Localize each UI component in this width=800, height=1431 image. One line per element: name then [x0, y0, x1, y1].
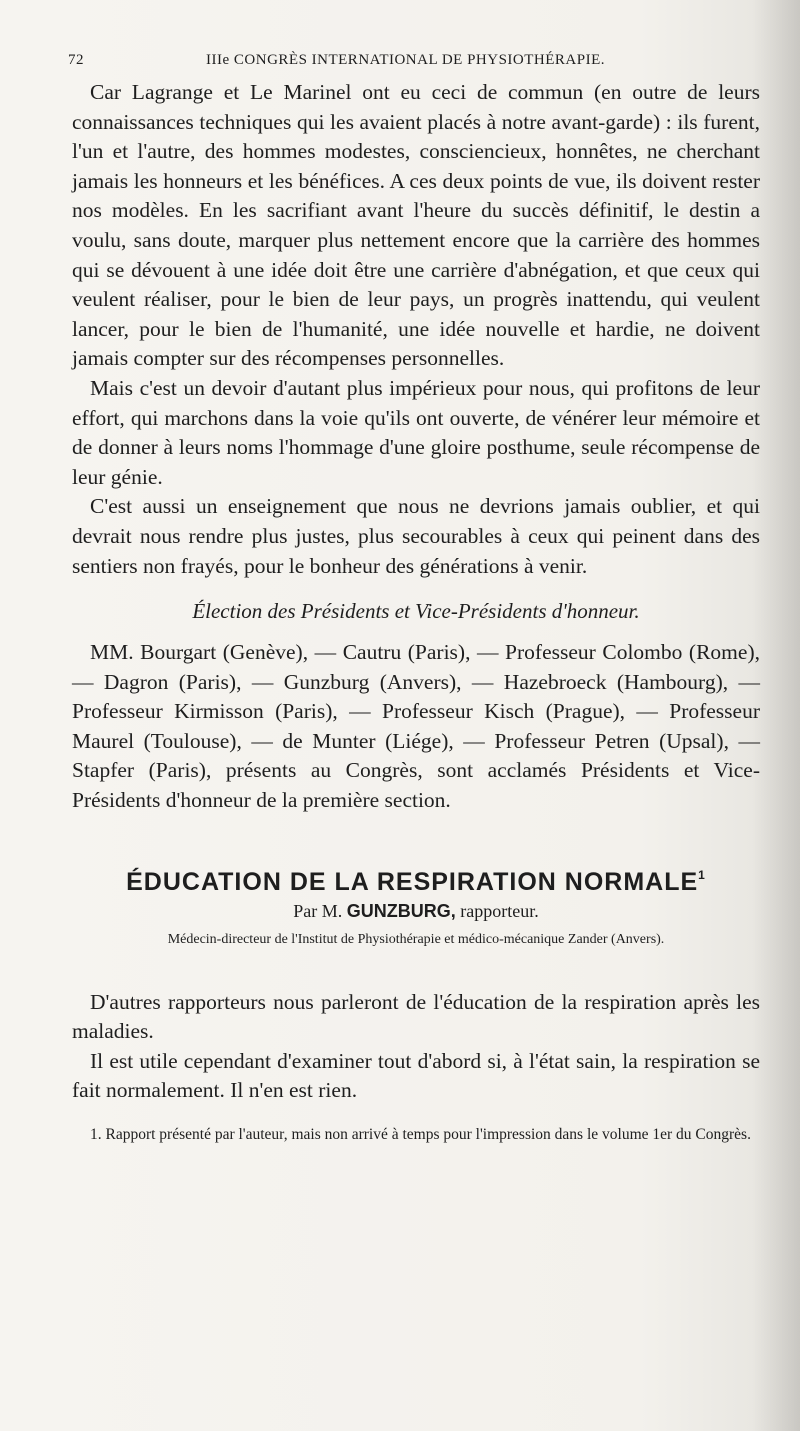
running-head: [68, 48, 760, 78]
article-paragraph-2: Il est utile cependant d'examiner tout d'abord si, à l'état sain, la respiration se fait normalement. Il n'en est rien.: [72, 1048, 760, 1103]
title-footnote-mark: 1: [698, 867, 706, 882]
byline-suffix: rapporteur.: [460, 900, 539, 921]
article-title: [72, 868, 760, 897]
author-affiliation: Médecin-directeur de l'Institut de Physiothérapie et médico-mécanique Zander (Anvers).: [167, 931, 665, 947]
election-text: MM. Bourgart (Genève), — Cautru (Paris), — Professeur Colombo (Rome), — Dagron (Paris), — Gunzburg (Anvers), — Hazebroeck (Hambourg), — Professeur Kirmisson (Paris), — Professeur Kisch (Prague), — Professeur Maurel (Toulouse), — de Munter (Liége), — Professeur Petren (Upsal), — Stapfer (Paris), présents au Congrès, sont acclamés Présidents et Vice-Présidents d'honneur de la première section.: [72, 640, 760, 813]
page-number: 72: [68, 52, 84, 68]
paragraph-lagrange: Car Lagrange et Le Marinel ont eu ceci de commun (en outre de leurs connaissances techniques qui les avaient placés à notre avant-garde) : ils furent, l'un et l'autre, des hommes modestes, consciencieux, honnêtes, ne cherchant jamais les honneurs et les bénéfices. A ces deux points de vue, ils doivent rester nos modèles. En les sacrifiant avant l'heure du succès définitif, le destin a voulu, sans doute, marquer plus nettement encore que la carrière des hommes qui se dévouent à une idée doit être une carrière d'abnégation, et que ceux qui veulent réaliser, pour le bien de leur pays, un progrès inattendu, qui veulent lancer, pour le bien de l'humanité, une idée nouvelle et hardie, ne doivent jamais compter sur des récompenses personnelles.: [72, 80, 760, 371]
byline-prefix: Par M.: [293, 900, 343, 921]
paragraph-devoir: Mais c'est un devoir d'autant plus impérieux pour nous, qui profitons de leur effort, qui marchons dans la voie qu'ils ont ouverte, de vénérer leur mémoire et de donner à leurs noms l'hommage d'une gloire posthume, seule récompense de leur génie.: [72, 375, 760, 489]
footnote: 1. Rapport présenté par l'auteur, mais non arrivé à temps pour l'impression dans le volume 1er du Congrès.: [90, 1126, 751, 1144]
byline: [72, 901, 760, 922]
article-paragraph-1: D'autres rapporteurs nous parleront de l'éducation de la respiration après les maladies.: [72, 989, 760, 1044]
article-title-text: ÉDUCATION DE LA RESPIRATION NORMALE: [126, 867, 699, 896]
running-title: IIIe CONGRÈS INTERNATIONAL DE PHYSIOTHÉRAPIE.: [206, 52, 605, 68]
paragraph-enseignement: C'est aussi un enseignement que nous ne devrions jamais oublier, et qui devrait nous rendre plus justes, plus secourables à ceux qui peinent dans des sentiers non frayés, pour le bonheur des générations à venir.: [72, 494, 760, 578]
election-heading: Élection des Présidents et Vice-Présidents d'honneur.: [192, 599, 640, 624]
author-name: GUNZBURG,: [346, 900, 456, 921]
